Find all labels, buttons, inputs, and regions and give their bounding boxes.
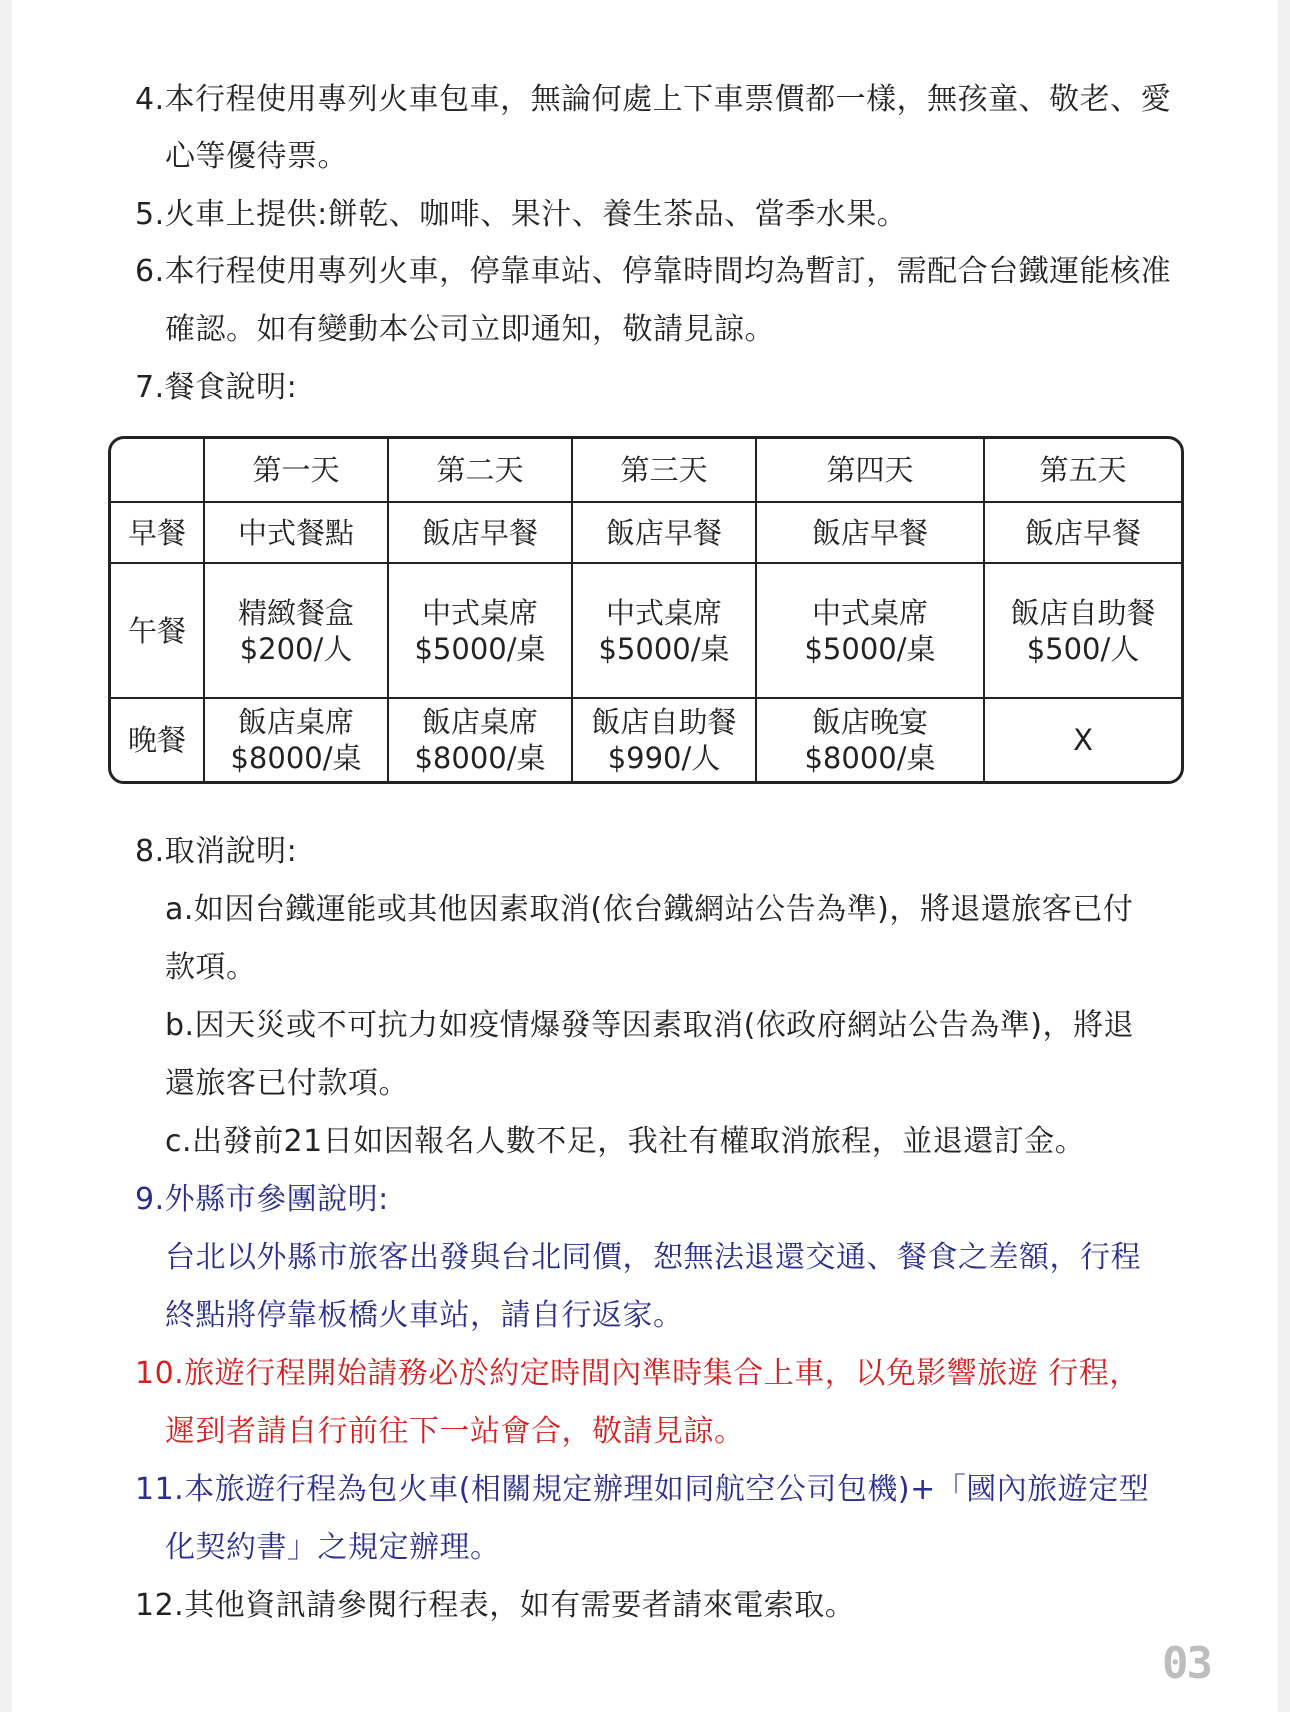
- meal-cell: [205, 699, 389, 781]
- meal-cell: [985, 699, 1181, 781]
- meal-name: 飯店自助餐: [591, 705, 737, 739]
- meal-table: [108, 436, 1184, 784]
- item-8b-line-1: b.因天災或不可抗力如疫情爆發等因素取消(依政府網站公告為準)，將退: [165, 1008, 1134, 1043]
- item-8b-line-2: 還旅客已付款項。: [165, 1066, 409, 1101]
- item-10-line-2: 遲到者請自行前往下一站會合，敬請見諒。: [165, 1414, 745, 1449]
- item-9-line-2: 終點將停靠板橋火車站，請自行返家。: [165, 1298, 684, 1333]
- meal-name: X: [1073, 723, 1093, 757]
- meal-price: $5000/桌: [598, 631, 730, 666]
- meal-price: $5000/桌: [414, 631, 546, 666]
- item-11-line-2: 化契約書」之規定辦理。: [165, 1530, 501, 1565]
- meal-name: 飯店早餐: [421, 515, 538, 550]
- meal-price: $990/人: [607, 741, 721, 775]
- meal-cell: [573, 699, 757, 781]
- item-8c-line-1: c.出發前21日如因報名人數不足，我社有權取消旅程，並退還訂金。: [165, 1124, 1086, 1159]
- meal-table-header-row: [111, 439, 1181, 503]
- item-6-line-1: 6.本行程使用專列火車，停靠車站、停靠時間均為暫訂，需配合台鐵運能核准: [135, 254, 1172, 289]
- lunch-row: [111, 564, 1181, 699]
- dinner-row: [111, 699, 1181, 781]
- item-8a-line-2: 款項。: [165, 950, 257, 985]
- meal-name: 中式餐點: [237, 515, 354, 550]
- meal-cell: [985, 503, 1181, 564]
- item-9-title: 9.外縣市參團說明:: [135, 1182, 389, 1217]
- meal-name: 飯店桌席: [421, 705, 538, 739]
- page-number: 03: [1162, 1638, 1211, 1689]
- meal-name: 飯店早餐: [605, 515, 722, 550]
- item-8-title: 8.取消說明:: [135, 834, 298, 869]
- meal-cell: [757, 699, 985, 781]
- meal-label: 晚餐: [111, 699, 205, 781]
- meal-label: 午餐: [111, 564, 205, 699]
- meal-cell: [757, 564, 985, 699]
- meal-name: 中式桌席: [811, 595, 928, 630]
- meal-table-corner: [111, 439, 205, 503]
- day-header: 第四天: [757, 439, 985, 503]
- breakfast-row: [111, 503, 1181, 564]
- meal-cell: [757, 503, 985, 564]
- meal-cell: [205, 503, 389, 564]
- meal-name: 飯店桌席: [237, 705, 354, 739]
- meal-cell: [985, 564, 1181, 699]
- item-6-line-2: 確認。如有變動本公司立即通知，敬請見諒。: [165, 312, 775, 347]
- meal-cell: [389, 503, 573, 564]
- meal-name: 中式桌席: [421, 595, 538, 630]
- day-header: 第三天: [573, 439, 757, 503]
- meal-name: 中式桌席: [605, 595, 722, 630]
- document-page: [12, 0, 1278, 1712]
- item-10-line-1: 10.旅遊行程開始請務必於約定時間內準時集合上車，以免影響旅遊 行程，: [135, 1356, 1140, 1391]
- item-12-line-1: 12.其他資訊請參閱行程表，如有需要者請來電索取。: [135, 1588, 856, 1623]
- meal-price: $8000/桌: [804, 741, 936, 775]
- meal-cell: [389, 564, 573, 699]
- meal-price: $200/人: [239, 631, 353, 666]
- item-7-title: 7.餐食說明:: [135, 370, 298, 405]
- meal-name: 飯店早餐: [1024, 515, 1141, 550]
- meal-label: 早餐: [111, 503, 205, 564]
- item-11-line-1: 11.本旅遊行程為包火車(相關規定辦理如同航空公司包機)+「國內旅遊定型: [135, 1472, 1150, 1507]
- day-header: 第一天: [205, 439, 389, 503]
- meal-price: $5000/桌: [804, 631, 936, 666]
- item-9-line-1: 台北以外縣市旅客出發與台北同價，恕無法退還交通、餐食之差額，行程: [165, 1240, 1141, 1275]
- day-header: 第二天: [389, 439, 573, 503]
- item-5-line-1: 5.火車上提供:餅乾、咖啡、果汁、養生茶品、當季水果。: [135, 197, 908, 232]
- meal-name: 精緻餐盒: [237, 595, 354, 630]
- day-header: 第五天: [985, 439, 1181, 503]
- meal-name: 飯店早餐: [811, 515, 928, 550]
- meal-cell: [573, 503, 757, 564]
- meal-price: $500/人: [1026, 631, 1140, 666]
- meal-cell: [573, 564, 757, 699]
- meal-cell: [389, 699, 573, 781]
- meal-price: $8000/桌: [230, 741, 362, 775]
- item-4-line-1: 4.本行程使用專列火車包車，無論何處上下車票價都一樣，無孩童、敬老、愛: [135, 82, 1172, 117]
- meal-name: 飯店自助餐: [1010, 595, 1156, 630]
- meal-cell: [205, 564, 389, 699]
- meal-name: 飯店晚宴: [811, 705, 928, 739]
- meal-price: $8000/桌: [414, 741, 546, 775]
- item-4-line-2: 心等優待票。: [165, 139, 348, 174]
- item-8a-line-1: a.如因台鐵運能或其他因素取消(依台鐵網站公告為準)，將退還旅客已付: [165, 892, 1134, 927]
